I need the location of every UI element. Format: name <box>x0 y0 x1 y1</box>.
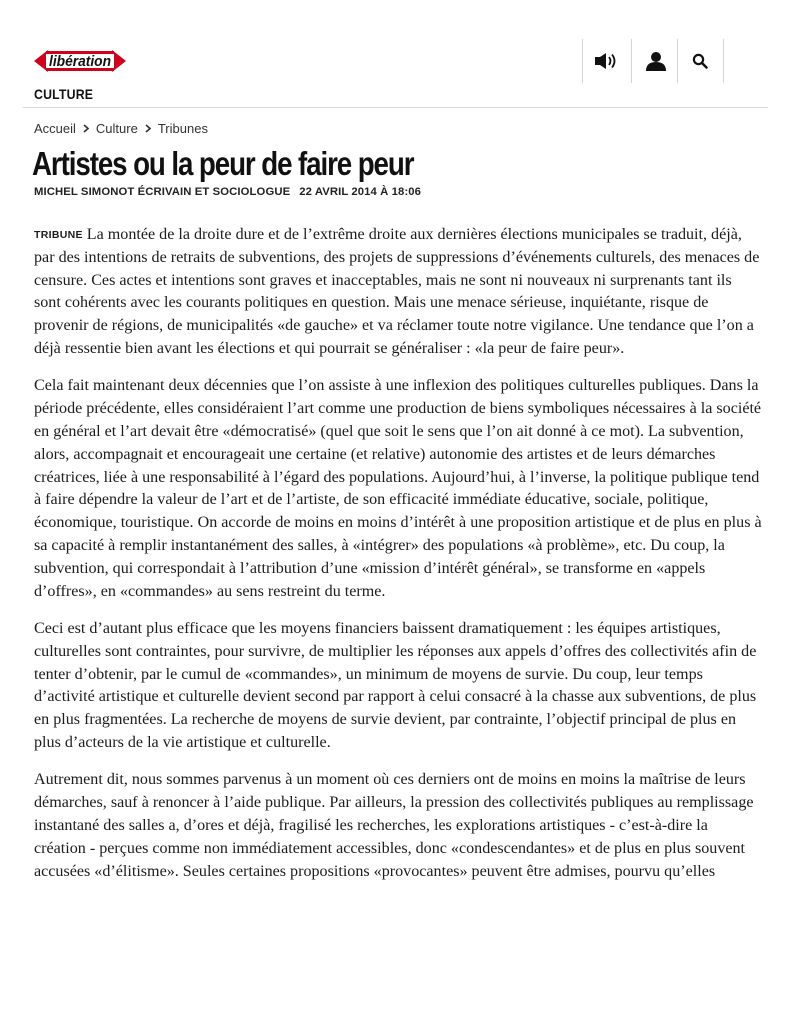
article-author[interactable]: MICHEL SIMONOT ÉCRIVAIN ET SOCIOLOGUE <box>34 186 291 198</box>
user-icon <box>645 51 667 71</box>
article-date: 22 AVRIL 2014 À 18:06 <box>299 186 422 198</box>
article-paragraph <box>34 224 762 361</box>
search-button[interactable] <box>678 39 722 83</box>
search-icon <box>692 53 708 69</box>
logo-text: libération <box>49 53 111 70</box>
paragraph-text: La montée de la droite dure et de l’extrême droite aux dernières élections municipales se traduit, déjà, par des intentions de retraits de subventions, des projets de suppressions d’événements culturels, des menaces de censure. Ces actes et intentions sont graves et inacceptables, mais ne sont ni nouveaux ni surprenants tant ils sont cohérents avec les courants politiques en question. Mais une menace sérieuse, inquiétante, risque de provenir de régions, de municipalités «de gauche» et va réclamer toute notre vigilance. Une tendance que l’on a déjà ressentie bien avant les élections et qui pourrait se généraliser : «la peur de faire peur». <box>34 226 760 357</box>
header-divider <box>23 107 768 108</box>
article-kicker: TRIBUNE <box>34 229 83 241</box>
volume-icon <box>594 52 620 70</box>
breadcrumb-home[interactable]: Accueil <box>34 121 76 136</box>
site-header <box>0 0 791 108</box>
breadcrumb <box>34 121 208 136</box>
toolbar-divider <box>723 39 724 83</box>
section-name[interactable]: CULTURE <box>34 86 94 102</box>
chevron-right-icon <box>145 124 151 133</box>
article-paragraph: Autrement dit, nous sommes parvenus à un moment où ces derniers ont de moins en moins la maîtrise de leurs démarches, sauf à renoncer à l’aide publique. Par ailleurs, la pression des collectivités publiques au remplissage instantané des salles a, d’ores et déjà, fragilisé les recherches, les explorations artistiques - c’est-à-dire la création - perçues comme non immédiatement accessibles, donc «condescendantes» et de plus en plus souvent accusées «d’élitisme». Seules certaines propositions «provocantes» peuvent être admises, pourvu qu’elles <box>34 771 754 880</box>
breadcrumb-culture[interactable]: Culture <box>95 121 138 136</box>
account-button[interactable] <box>632 39 680 83</box>
article-title: Artistes ou la peur de faire peur <box>32 145 414 182</box>
liberation-logo[interactable] <box>34 43 126 79</box>
article-body <box>34 224 762 898</box>
article-byline <box>34 186 421 198</box>
chevron-right-icon <box>83 124 89 133</box>
breadcrumb-tribunes[interactable]: Tribunes <box>157 121 208 136</box>
article-paragraph: Ceci est d’autant plus efficace que les moyens financiers baissent dramatiquement : les équipes artistiques, culturelles sont contraintes, pour survivre, de multiplier les réponses aux appels d’offres des collectivités afin de tenter d’obtenir, par le cumul de «commandes», un minimum de moyens de survie. Du coup, leur temps d’activité artistique et culturelle devient second par rapport à celui consacré à la chasse aux subventions, de plus en plus fragmentées. La recherche de moyens de survie devient, par contrainte, l’objectif principal de plus en plus d’acteurs de la vie artistique et culturelle. <box>34 619 757 751</box>
audio-button[interactable] <box>583 39 631 83</box>
article-paragraph: Cela fait maintenant deux décennies que l’on assiste à une inflexion des politiques culturelles publiques. Dans la période précédente, elles considéraient l’art comme une production de biens symboliques nécessaires à la société en général et l’art devait être «démocratisé» (quel que soit le sens que l’on ait donné à ce mot). La subvention, alors, accompagnait et encourageait une certaine (et relative) autonomie des artistes et de leurs démarches créatrices, liée à une responsabilité à l’égard des populations. Aujourd’hui, à l’inverse, la politique publique tend à faire dépendre la valeur de l’art et de l’artiste, de son efficacité immédiate éducative, sociale, politique, économique, touristique. On accorde de moins en moins d’intérêt à une proposition artistique et de plus en plus à sa capacité à remplir instantanément des salles, à «intégrer» des populations «à problème», etc. Du coup, la subvention, qui correspondait à l’attribution d’une «mission d’intérêt général», se transforme en «appels d’offres», en «commandes» au sens restreint du terme. <box>34 377 762 600</box>
